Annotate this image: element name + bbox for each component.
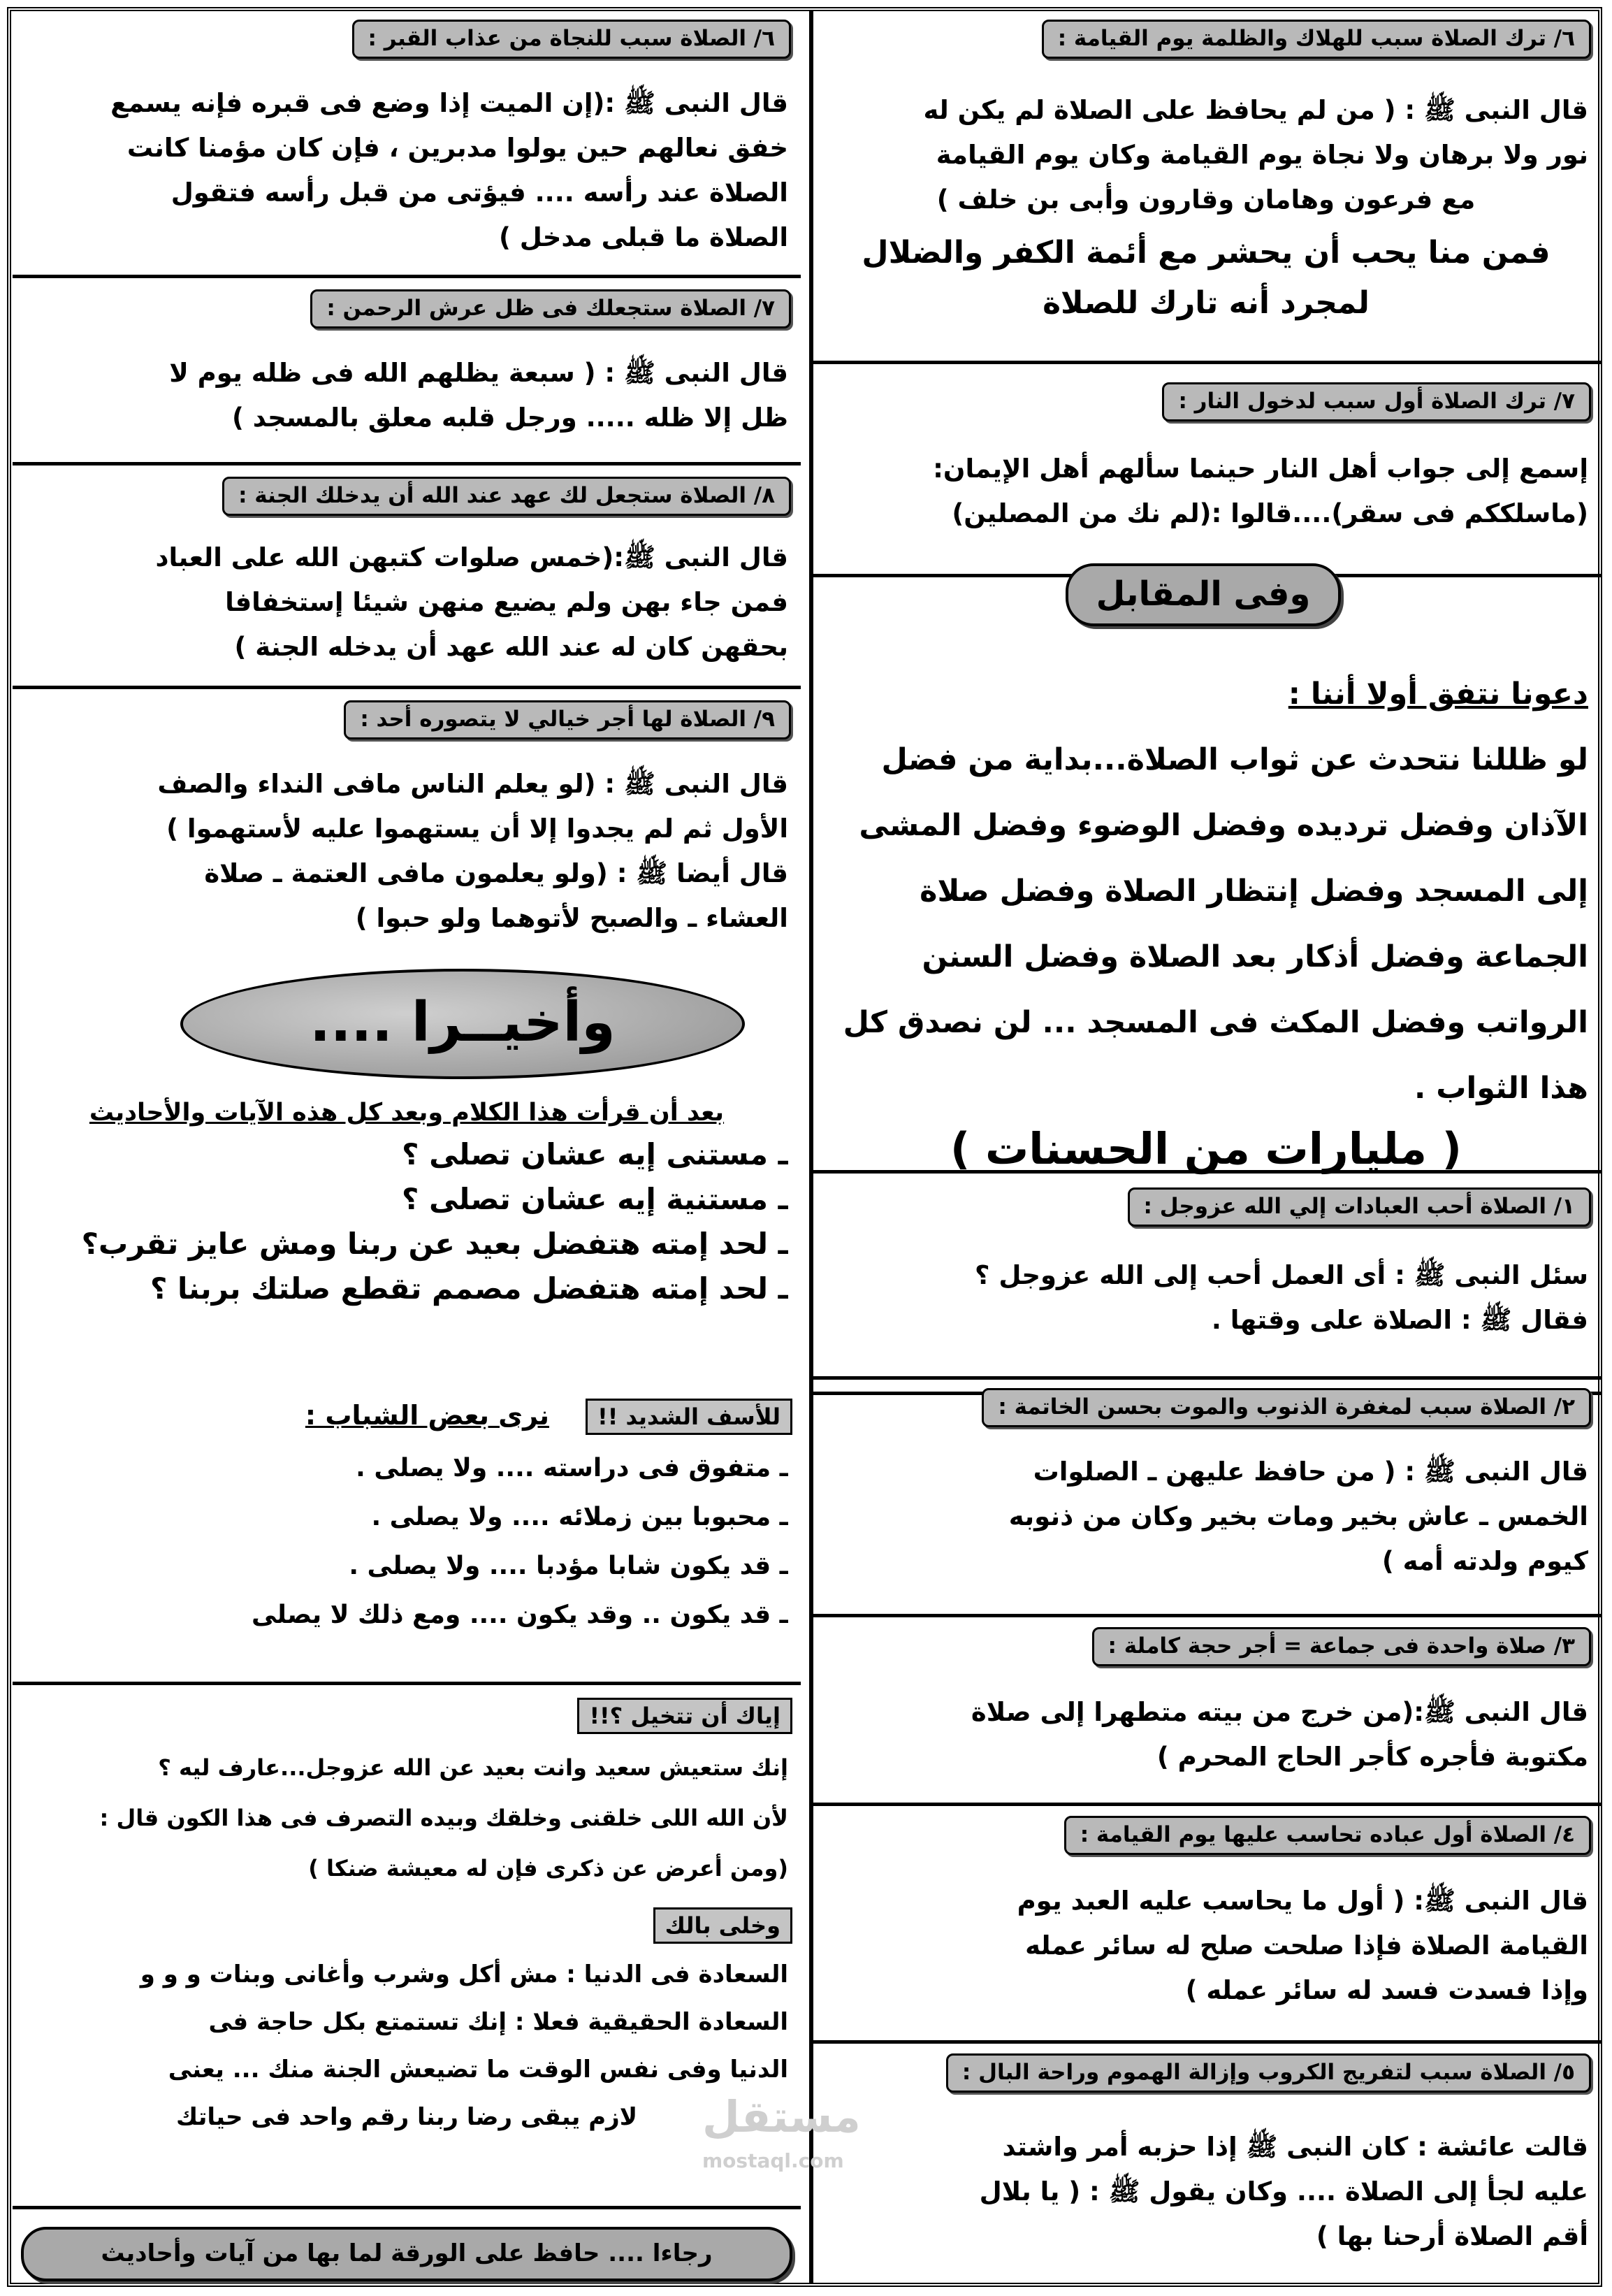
text-line: قال النبى ﷺ : ( سبعة يظلهم الله فى ظله يوم لا — [169, 358, 788, 388]
text-line: الآذان وفضل ترديده وفضل الوضوء وفضل المشى — [859, 808, 1588, 843]
text-line: الصلاة ما قبلى مدخل ) — [498, 222, 788, 252]
right-section-2 — [811, 1380, 1601, 1617]
text-line: الجماعة وفضل أذكار بعد الصلاة وفضل السنن — [922, 939, 1588, 974]
text-line: لأن الله اللى خلقنى وخلقك وبيده التصرف فى هذا الكون قال : — [99, 1805, 788, 1831]
text-line: الرواتب وفضل المكث فى المسجد ... لن نصدق كل — [843, 1005, 1588, 1040]
text-line: العشاء ـ والصبح لأتوهما ولو حبوا ) — [355, 903, 788, 933]
text-line: لازم يبقى رضا ربنا رقم واحد فى حياتك — [175, 2103, 638, 2131]
regret-tag: للأسف الشديد !! — [586, 1399, 792, 1435]
text-line: قال النبى ﷺ : (لو يعلم الناس مافى النداء والصف — [157, 769, 788, 799]
left-closing-section — [13, 1685, 801, 2209]
section-title: ٤/ الصلاة أول عباده تحاسب عليها يوم القيامة : — [1064, 1816, 1591, 1855]
section-title: ٦/ ترك الصلاة سبب للهلاك والظلمة يوم القيامة : — [1042, 20, 1591, 59]
mind-text — [25, 1951, 788, 2141]
left-section-6 — [13, 11, 801, 278]
regret-list — [25, 1444, 788, 1640]
regret-heading: نرى بعض الشباب : — [305, 1400, 549, 1431]
section-text — [25, 762, 788, 941]
text-line: السعادة فى الدنيا : مش أكل وشرب وأغانى وبنات و و و — [140, 1961, 788, 1988]
text-line: قال النبى ﷺ: ( أول ما يحاسب عليه العبد يوم — [1017, 1886, 1588, 1916]
text-line: الخمس ـ عاش بخير ومات بخير وكان من ذنوبه — [1008, 1501, 1588, 1531]
text-line: كيوم ولدته أمه ) — [1381, 1546, 1588, 1576]
section-text — [824, 1690, 1588, 1779]
section-text — [25, 535, 788, 670]
imagine-tag: إياك أن تتخيل ؟!! — [577, 1698, 792, 1734]
left-column — [13, 11, 801, 2283]
footer-banner: رجاءا .... حافظ على الورقة لما بها من آيات وأحاديث — [21, 2227, 792, 2281]
text-line: قال النبى ﷺ : ( من حافظ عليهن ـ الصلوات — [1033, 1457, 1588, 1487]
intro-heading: دعونا نتفق أولا أننا : — [1288, 677, 1588, 712]
text-line: السعادة الحقيقية فعلا : إنك تستمتع بكل حاجة فى — [208, 2008, 788, 2036]
section-text — [824, 1879, 1588, 2013]
section-text — [824, 1450, 1588, 1584]
right-section-4 — [811, 1806, 1601, 2044]
section-title: ٩/ الصلاة لها أجر خيالي لا يتصوره أحد : — [344, 700, 791, 739]
text-line: قالت عائشة : كان النبى ﷺ إذا حزبه أمر واشتد — [1002, 2132, 1588, 2162]
section-text — [824, 88, 1588, 328]
section-title: ٣/ صلاة واحدة فى جماعة = أجر حجة كاملة : — [1092, 1627, 1591, 1666]
after-reading-heading: بعد أن قرأت هذا الكلام وبعد كل هذه الآيات والأحاديث — [89, 1099, 725, 1127]
right-section-7 — [811, 364, 1601, 577]
text-line: عليه لجأ إلى الصلاة .... وكان يقول ﷺ : ( يا بلال — [979, 2176, 1588, 2207]
text-line: سئل النبى ﷺ : أى العمل أحب إلى الله عزوجل ؟ — [974, 1260, 1588, 1290]
question-line: ـ لحد إمته هتفضل بعيد عن ربنا ومش عايز تقرب؟ — [81, 1227, 788, 1261]
section-title: ٨/ الصلاة ستجعل لك عهد عند الله أن يدخلك الجنة : — [222, 477, 791, 516]
right-section-6 — [811, 11, 1601, 364]
text-line: بحقهن كان له عند الله عهد أن يدخله الجنة ) — [234, 632, 788, 662]
text-line: القيامة الصلاة فإذا صلحت صلح له سائر عمله — [1025, 1930, 1588, 1961]
text-line: فمن جاء بهن ولم يضيع منهن شيئا إستخفافا — [225, 587, 788, 617]
text-line: الأول ثم لم يجدوا إلا أن يستهموا عليه لأستهموا ) — [166, 814, 788, 844]
right-section-1 — [811, 1170, 1601, 1380]
question-line: ـ مستنية إيه عشان تصلى ؟ — [402, 1182, 788, 1216]
section-title: ٢/ الصلاة سبب لمغفرة الذنوب والموت بحسن الخاتمة : — [982, 1388, 1591, 1427]
list-item: ـ محبوبا بين زملائه .... ولا يصلى . — [371, 1503, 788, 1531]
section-title: ٥/ الصلاة سبب لتفريج الكروب وإزالة الهموم وراحة البال : — [946, 2053, 1591, 2093]
text-line: إنك ستعيش سعيد وانت بعيد عن الله عزوجل...عارف ليه ؟ — [158, 1754, 788, 1781]
right-column — [811, 11, 1601, 2283]
text-line: وإذا فسدت فسد له سائر عمله ) — [1185, 1975, 1588, 2005]
list-item: ـ قد يكون .. وقد يكون .... ومع ذلك لا يصلى — [252, 1601, 788, 1629]
list-item: ـ قد يكون شابا مؤدبا .... ولا يصلى . — [349, 1552, 788, 1580]
left-section-7 — [13, 278, 801, 465]
text-line: مكتوبة فأجره كأجر الحاج المحرم ) — [1156, 1742, 1588, 1772]
section-text — [25, 81, 788, 260]
text-line: قال النبى ﷺ :(إن الميت إذا وضع فى قبره فإنه يسمع — [110, 88, 788, 118]
billions-of-rewards: ( مليارات من الحسنات ) — [950, 1123, 1462, 1174]
text-line: إسمع إلى جواب أهل النار حينما سألهم أهل الإيمان: — [933, 454, 1588, 484]
question-line: ـ لحد إمته هتفضل مصمم تقطع صلتك بربنا ؟ — [150, 1271, 788, 1306]
after-reading-block — [25, 1093, 788, 1311]
section-title: ٧/ ترك الصلاة أول سبب لدخول النار : — [1162, 382, 1591, 421]
text-line: نور ولا برهان ولا نجاة يوم القيامة وكان يوم القيامة — [936, 140, 1588, 170]
right-section-5 — [811, 2044, 1601, 2283]
finally-banner: وأخيــرا .... — [180, 969, 745, 1079]
text-line: الصلاة عند رأسه .... فيؤتى من قبل رأسه فتقول — [170, 178, 788, 208]
section-text — [824, 447, 1588, 536]
text-line: قال أيضا ﷺ : (ولو يعلمون مافى العتمة ـ صلاة — [204, 858, 788, 888]
text-line: أقم الصلاة أرحنا بها ) — [1316, 2221, 1588, 2251]
section-title: ١/ الصلاة أحب العبادات إلي الله عزوجل : — [1128, 1187, 1591, 1227]
section-text — [25, 351, 788, 440]
emphasis-line: فمن منا يحب أن يحشر مع أئمة الكفر والضلال — [862, 235, 1551, 270]
section-title: ٦/ الصلاة سبب للنجاة من عذاب القبر : — [352, 20, 792, 59]
section-text — [824, 2125, 1588, 2259]
section-text — [824, 1253, 1588, 1343]
text-line: فقال ﷺ : الصلاة على وقتها . — [1211, 1305, 1588, 1335]
text-line: (ومن أعرض عن ذكرى فإن له معيشة ضنكا ) — [308, 1855, 788, 1882]
list-item: ـ متفوق فى دراسته .... ولا يصلى . — [356, 1454, 788, 1482]
imagine-text — [25, 1742, 788, 1893]
watermark-brand: مستقل — [702, 2091, 861, 2142]
text-line: قال النبى ﷺ:(من خرج من بيته متطهرا إلى صلاة — [971, 1697, 1588, 1727]
text-line: ظل إلا ظله ..... ورجل قلبه معلق بالمسجد ) — [231, 403, 788, 433]
regret-heading-wrap — [25, 1395, 549, 1436]
text-line: خفق نعالهم حين يولوا مدبرين ، فإن كان مؤمنا كانت — [126, 133, 788, 163]
opposite-banner: وفى المقابل — [1066, 563, 1341, 626]
left-section-8 — [13, 465, 801, 689]
text-line: إلى المسجد وفضل إنتظار الصلاة وفضل صلاة — [920, 874, 1588, 909]
watermark-url: mostaql.com — [702, 2149, 844, 2172]
question-line: ـ مستنى إيه عشان تصلى ؟ — [402, 1137, 788, 1171]
text-line: مع فرعون وهامان وقارون وأبى بن خلف ) — [936, 185, 1476, 215]
text-line: لو ظللنا نتحدث عن ثواب الصلاة...بداية من فضل — [881, 742, 1588, 777]
text-line: قال النبى ﷺ:(خمس صلوات كتبهن الله على العباد — [155, 542, 788, 572]
mind-tag: وخلى بالك — [653, 1907, 792, 1944]
text-line: قال النبى ﷺ : ( من لم يحافظ على الصلاة لم يكن له — [923, 95, 1588, 125]
emphasis-line: لمجرد أنه تارك للصلاة — [1043, 285, 1370, 321]
text-line: الدنيا وفى نفس الوقت ما تضيعش الجنة منك ... يعنى — [168, 2056, 788, 2084]
right-section-3 — [811, 1617, 1601, 1806]
text-line: (ماسلككم فى سقر)....قالوا :(لم نك من المصلين) — [952, 498, 1588, 528]
text-line: هذا الثواب . — [1414, 1071, 1588, 1106]
intro-text — [824, 661, 1588, 1177]
left-section-9 — [13, 689, 801, 1685]
section-title: ٧/ الصلاة ستجعلك فى ظل عرش الرحمن : — [310, 289, 791, 328]
